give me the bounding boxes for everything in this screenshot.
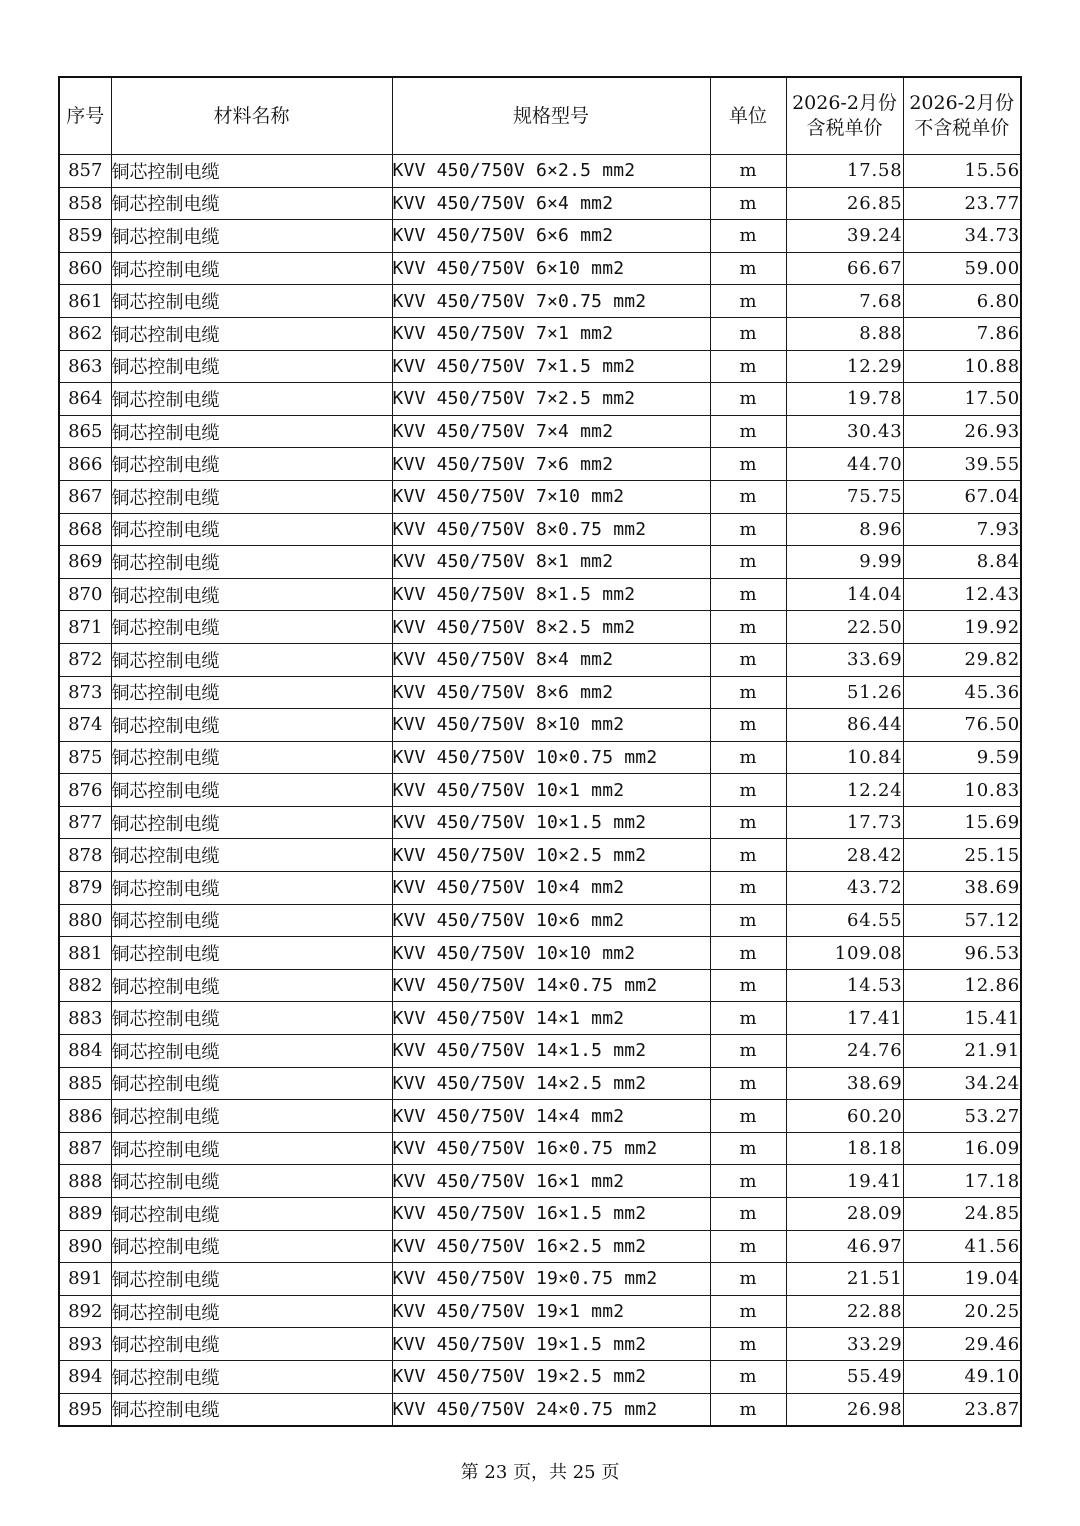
cell-price-without-tax: 20.25 <box>903 1295 1021 1328</box>
cell-price-without-tax: 23.77 <box>903 187 1021 220</box>
cell-material-name: 铜芯控制电缆 <box>111 578 392 611</box>
cell-unit: m <box>710 969 786 1002</box>
header-unit: 单位 <box>710 77 786 155</box>
cell-material-name: 铜芯控制电缆 <box>111 480 392 513</box>
table-row <box>59 741 1021 774</box>
cell-unit: m <box>710 937 786 970</box>
cell-spec: KVV 450/750V 6×6 mm2 <box>392 220 710 253</box>
table-row <box>59 676 1021 709</box>
cell-unit: m <box>710 1165 786 1198</box>
cell-price-with-tax: 26.98 <box>786 1393 903 1426</box>
cell-spec: KVV 450/750V 8×6 mm2 <box>392 676 710 709</box>
table-row <box>59 1165 1021 1198</box>
cell-spec: KVV 450/750V 10×6 mm2 <box>392 904 710 937</box>
cell-price-with-tax: 10.84 <box>786 741 903 774</box>
cell-spec: KVV 450/750V 19×1.5 mm2 <box>392 1328 710 1361</box>
cell-spec: KVV 450/750V 7×1 mm2 <box>392 317 710 350</box>
cell-no: 883 <box>59 1002 111 1035</box>
cell-price-with-tax: 12.29 <box>786 350 903 383</box>
cell-no: 857 <box>59 155 111 188</box>
cell-price-with-tax: 21.51 <box>786 1263 903 1296</box>
cell-no: 890 <box>59 1230 111 1263</box>
cell-material-name: 铜芯控制电缆 <box>111 839 392 872</box>
cell-price-with-tax: 39.24 <box>786 220 903 253</box>
table-row <box>59 1393 1021 1426</box>
cell-price-with-tax: 86.44 <box>786 709 903 742</box>
cell-unit: m <box>710 643 786 676</box>
cell-price-with-tax: 51.26 <box>786 676 903 709</box>
header-price-notax-line1: 2026-2月份 <box>909 92 1015 114</box>
cell-no: 863 <box>59 350 111 383</box>
cell-unit: m <box>710 1263 786 1296</box>
cell-material-name: 铜芯控制电缆 <box>111 1165 392 1198</box>
cell-price-without-tax: 10.83 <box>903 774 1021 807</box>
cell-price-without-tax: 45.36 <box>903 676 1021 709</box>
cell-material-name: 铜芯控制电缆 <box>111 1328 392 1361</box>
cell-price-with-tax: 22.50 <box>786 611 903 644</box>
cell-price-without-tax: 21.91 <box>903 1035 1021 1068</box>
table-row <box>59 872 1021 905</box>
cell-unit: m <box>710 741 786 774</box>
cell-price-without-tax: 39.55 <box>903 448 1021 481</box>
cell-price-without-tax: 15.69 <box>903 806 1021 839</box>
table-row <box>59 1263 1021 1296</box>
cell-unit: m <box>710 1035 786 1068</box>
cell-price-with-tax: 66.67 <box>786 252 903 285</box>
cell-unit: m <box>710 480 786 513</box>
cell-price-without-tax: 57.12 <box>903 904 1021 937</box>
cell-material-name: 铜芯控制电缆 <box>111 904 392 937</box>
cell-material-name: 铜芯控制电缆 <box>111 1230 392 1263</box>
cell-price-without-tax: 26.93 <box>903 415 1021 448</box>
cell-price-without-tax: 34.24 <box>903 1067 1021 1100</box>
cell-price-with-tax: 33.29 <box>786 1328 903 1361</box>
cell-unit: m <box>710 1230 786 1263</box>
cell-price-with-tax: 8.88 <box>786 317 903 350</box>
cell-no: 859 <box>59 220 111 253</box>
cell-spec: KVV 450/750V 16×1.5 mm2 <box>392 1198 710 1231</box>
cell-spec: KVV 450/750V 7×0.75 mm2 <box>392 285 710 318</box>
cell-no: 858 <box>59 187 111 220</box>
cell-spec: KVV 450/750V 6×10 mm2 <box>392 252 710 285</box>
cell-unit: m <box>710 806 786 839</box>
table-row <box>59 643 1021 676</box>
cell-price-with-tax: 18.18 <box>786 1132 903 1165</box>
table-row <box>59 1100 1021 1133</box>
cell-material-name: 铜芯控制电缆 <box>111 415 392 448</box>
price-table <box>58 76 1022 1427</box>
cell-material-name: 铜芯控制电缆 <box>111 383 392 416</box>
cell-unit: m <box>710 1393 786 1426</box>
cell-spec: KVV 450/750V 14×1 mm2 <box>392 1002 710 1035</box>
cell-unit: m <box>710 676 786 709</box>
cell-unit: m <box>710 904 786 937</box>
cell-price-without-tax: 15.56 <box>903 155 1021 188</box>
cell-material-name: 铜芯控制电缆 <box>111 1132 392 1165</box>
table-row <box>59 252 1021 285</box>
cell-unit: m <box>710 252 786 285</box>
cell-price-with-tax: 24.76 <box>786 1035 903 1068</box>
cell-spec: KVV 450/750V 10×1.5 mm2 <box>392 806 710 839</box>
cell-price-with-tax: 14.04 <box>786 578 903 611</box>
cell-price-without-tax: 19.04 <box>903 1263 1021 1296</box>
cell-no: 876 <box>59 774 111 807</box>
cell-unit: m <box>710 513 786 546</box>
table-row <box>59 1198 1021 1231</box>
table-header-row <box>59 77 1021 155</box>
cell-no: 874 <box>59 709 111 742</box>
cell-unit: m <box>710 383 786 416</box>
cell-unit: m <box>710 220 786 253</box>
cell-price-without-tax: 23.87 <box>903 1393 1021 1426</box>
header-price-tax-line2: 含税单价 <box>806 117 883 139</box>
cell-price-without-tax: 53.27 <box>903 1100 1021 1133</box>
cell-material-name: 铜芯控制电缆 <box>111 513 392 546</box>
header-price-tax-line1: 2026-2月份 <box>792 92 897 114</box>
cell-spec: KVV 450/750V 14×1.5 mm2 <box>392 1035 710 1068</box>
cell-no: 873 <box>59 676 111 709</box>
table-row <box>59 1132 1021 1165</box>
cell-spec: KVV 450/750V 19×1 mm2 <box>392 1295 710 1328</box>
table-row <box>59 383 1021 416</box>
table-row <box>59 578 1021 611</box>
cell-price-with-tax: 30.43 <box>786 415 903 448</box>
cell-price-without-tax: 8.84 <box>903 546 1021 579</box>
cell-spec: KVV 450/750V 14×4 mm2 <box>392 1100 710 1133</box>
cell-price-without-tax: 25.15 <box>903 839 1021 872</box>
table-row <box>59 546 1021 579</box>
cell-spec: KVV 450/750V 6×4 mm2 <box>392 187 710 220</box>
cell-no: 862 <box>59 317 111 350</box>
cell-no: 893 <box>59 1328 111 1361</box>
table-row <box>59 937 1021 970</box>
cell-spec: KVV 450/750V 8×1.5 mm2 <box>392 578 710 611</box>
cell-spec: KVV 450/750V 8×4 mm2 <box>392 643 710 676</box>
table-row <box>59 1035 1021 1068</box>
cell-no: 887 <box>59 1132 111 1165</box>
cell-unit: m <box>710 155 786 188</box>
cell-spec: KVV 450/750V 8×10 mm2 <box>392 709 710 742</box>
cell-material-name: 铜芯控制电缆 <box>111 1067 392 1100</box>
table-body <box>59 155 1021 1427</box>
table-row <box>59 1002 1021 1035</box>
cell-unit: m <box>710 578 786 611</box>
cell-material-name: 铜芯控制电缆 <box>111 317 392 350</box>
cell-unit: m <box>710 839 786 872</box>
cell-price-with-tax: 60.20 <box>786 1100 903 1133</box>
cell-price-with-tax: 75.75 <box>786 480 903 513</box>
table-row <box>59 350 1021 383</box>
cell-material-name: 铜芯控制电缆 <box>111 872 392 905</box>
cell-no: 882 <box>59 969 111 1002</box>
cell-no: 871 <box>59 611 111 644</box>
cell-spec: KVV 450/750V 10×0.75 mm2 <box>392 741 710 774</box>
table-row <box>59 774 1021 807</box>
table-row <box>59 480 1021 513</box>
cell-material-name: 铜芯控制电缆 <box>111 643 392 676</box>
cell-price-with-tax: 26.85 <box>786 187 903 220</box>
cell-no: 860 <box>59 252 111 285</box>
cell-spec: KVV 450/750V 8×0.75 mm2 <box>392 513 710 546</box>
cell-no: 864 <box>59 383 111 416</box>
header-price-notax-line2: 不含税单价 <box>914 117 1010 139</box>
header-price-tax <box>786 77 903 155</box>
cell-material-name: 铜芯控制电缆 <box>111 1263 392 1296</box>
cell-price-with-tax: 17.58 <box>786 155 903 188</box>
cell-material-name: 铜芯控制电缆 <box>111 1360 392 1393</box>
cell-price-without-tax: 24.85 <box>903 1198 1021 1231</box>
cell-price-with-tax: 19.78 <box>786 383 903 416</box>
cell-material-name: 铜芯控制电缆 <box>111 1035 392 1068</box>
cell-spec: KVV 450/750V 10×1 mm2 <box>392 774 710 807</box>
cell-no: 865 <box>59 415 111 448</box>
table-row <box>59 904 1021 937</box>
cell-unit: m <box>710 1360 786 1393</box>
cell-spec: KVV 450/750V 19×0.75 mm2 <box>392 1263 710 1296</box>
cell-unit: m <box>710 1295 786 1328</box>
cell-price-without-tax: 34.73 <box>903 220 1021 253</box>
cell-price-with-tax: 109.08 <box>786 937 903 970</box>
table-row <box>59 1067 1021 1100</box>
cell-price-without-tax: 16.09 <box>903 1132 1021 1165</box>
cell-no: 894 <box>59 1360 111 1393</box>
cell-unit: m <box>710 774 786 807</box>
cell-price-with-tax: 22.88 <box>786 1295 903 1328</box>
cell-price-without-tax: 49.10 <box>903 1360 1021 1393</box>
table-row <box>59 1360 1021 1393</box>
table-row <box>59 806 1021 839</box>
cell-price-without-tax: 7.86 <box>903 317 1021 350</box>
cell-material-name: 铜芯控制电缆 <box>111 1198 392 1231</box>
cell-price-without-tax: 12.86 <box>903 969 1021 1002</box>
cell-price-with-tax: 43.72 <box>786 872 903 905</box>
table-row <box>59 709 1021 742</box>
cell-material-name: 铜芯控制电缆 <box>111 350 392 383</box>
cell-no: 880 <box>59 904 111 937</box>
page-number-text: 第 23 页，共 25 页 <box>460 1462 620 1483</box>
cell-unit: m <box>710 1328 786 1361</box>
cell-spec: KVV 450/750V 10×2.5 mm2 <box>392 839 710 872</box>
cell-spec: KVV 450/750V 19×2.5 mm2 <box>392 1360 710 1393</box>
cell-unit: m <box>710 1100 786 1133</box>
cell-spec: KVV 450/750V 14×0.75 mm2 <box>392 969 710 1002</box>
cell-material-name: 铜芯控制电缆 <box>111 285 392 318</box>
cell-material-name: 铜芯控制电缆 <box>111 1295 392 1328</box>
cell-price-with-tax: 46.97 <box>786 1230 903 1263</box>
cell-material-name: 铜芯控制电缆 <box>111 1002 392 1035</box>
table-row <box>59 611 1021 644</box>
cell-material-name: 铜芯控制电缆 <box>111 448 392 481</box>
cell-spec: KVV 450/750V 24×0.75 mm2 <box>392 1393 710 1426</box>
cell-price-with-tax: 44.70 <box>786 448 903 481</box>
cell-unit: m <box>710 415 786 448</box>
table-row <box>59 220 1021 253</box>
cell-price-without-tax: 19.92 <box>903 611 1021 644</box>
cell-price-without-tax: 12.43 <box>903 578 1021 611</box>
cell-price-without-tax: 38.69 <box>903 872 1021 905</box>
page-footer <box>0 1458 1080 1484</box>
cell-price-with-tax: 14.53 <box>786 969 903 1002</box>
cell-no: 878 <box>59 839 111 872</box>
cell-price-without-tax: 15.41 <box>903 1002 1021 1035</box>
cell-material-name: 铜芯控制电缆 <box>111 806 392 839</box>
cell-spec: KVV 450/750V 7×10 mm2 <box>392 480 710 513</box>
cell-material-name: 铜芯控制电缆 <box>111 709 392 742</box>
cell-unit: m <box>710 285 786 318</box>
cell-spec: KVV 450/750V 10×10 mm2 <box>392 937 710 970</box>
cell-no: 885 <box>59 1067 111 1100</box>
cell-price-with-tax: 7.68 <box>786 285 903 318</box>
cell-price-without-tax: 17.50 <box>903 383 1021 416</box>
cell-material-name: 铜芯控制电缆 <box>111 676 392 709</box>
header-name: 材料名称 <box>111 77 392 155</box>
cell-unit: m <box>710 1067 786 1100</box>
cell-no: 872 <box>59 643 111 676</box>
cell-material-name: 铜芯控制电缆 <box>111 1393 392 1426</box>
cell-no: 888 <box>59 1165 111 1198</box>
cell-no: 866 <box>59 448 111 481</box>
cell-spec: KVV 450/750V 7×1.5 mm2 <box>392 350 710 383</box>
cell-price-with-tax: 28.42 <box>786 839 903 872</box>
table-row <box>59 155 1021 188</box>
cell-price-without-tax: 59.00 <box>903 252 1021 285</box>
cell-price-with-tax: 12.24 <box>786 774 903 807</box>
cell-material-name: 铜芯控制电缆 <box>111 220 392 253</box>
cell-material-name: 铜芯控制电缆 <box>111 252 392 285</box>
cell-no: 869 <box>59 546 111 579</box>
cell-unit: m <box>710 709 786 742</box>
cell-no: 891 <box>59 1263 111 1296</box>
cell-spec: KVV 450/750V 14×2.5 mm2 <box>392 1067 710 1100</box>
cell-unit: m <box>710 317 786 350</box>
cell-price-with-tax: 17.41 <box>786 1002 903 1035</box>
table-row <box>59 839 1021 872</box>
cell-no: 875 <box>59 741 111 774</box>
cell-material-name: 铜芯控制电缆 <box>111 741 392 774</box>
cell-material-name: 铜芯控制电缆 <box>111 969 392 1002</box>
table-row <box>59 969 1021 1002</box>
header-price-notax <box>903 77 1021 155</box>
cell-price-without-tax: 7.93 <box>903 513 1021 546</box>
cell-material-name: 铜芯控制电缆 <box>111 1100 392 1133</box>
cell-price-with-tax: 8.96 <box>786 513 903 546</box>
cell-price-without-tax: 6.80 <box>903 285 1021 318</box>
cell-price-without-tax: 67.04 <box>903 480 1021 513</box>
table-row <box>59 187 1021 220</box>
cell-no: 868 <box>59 513 111 546</box>
cell-no: 895 <box>59 1393 111 1426</box>
cell-no: 889 <box>59 1198 111 1231</box>
cell-price-with-tax: 55.49 <box>786 1360 903 1393</box>
cell-price-with-tax: 64.55 <box>786 904 903 937</box>
cell-price-without-tax: 29.82 <box>903 643 1021 676</box>
cell-spec: KVV 450/750V 8×2.5 mm2 <box>392 611 710 644</box>
cell-no: 867 <box>59 480 111 513</box>
cell-no: 886 <box>59 1100 111 1133</box>
cell-price-with-tax: 33.69 <box>786 643 903 676</box>
cell-no: 881 <box>59 937 111 970</box>
header-spec: 规格型号 <box>392 77 710 155</box>
cell-price-without-tax: 9.59 <box>903 741 1021 774</box>
table-row <box>59 1328 1021 1361</box>
table-row <box>59 448 1021 481</box>
cell-material-name: 铜芯控制电缆 <box>111 155 392 188</box>
cell-price-with-tax: 9.99 <box>786 546 903 579</box>
cell-unit: m <box>710 546 786 579</box>
cell-price-without-tax: 76.50 <box>903 709 1021 742</box>
cell-price-with-tax: 28.09 <box>786 1198 903 1231</box>
cell-price-with-tax: 38.69 <box>786 1067 903 1100</box>
cell-spec: KVV 450/750V 8×1 mm2 <box>392 546 710 579</box>
table-row <box>59 1295 1021 1328</box>
cell-unit: m <box>710 611 786 644</box>
header-no: 序号 <box>59 77 111 155</box>
cell-spec: KVV 450/750V 16×2.5 mm2 <box>392 1230 710 1263</box>
cell-unit: m <box>710 1132 786 1165</box>
cell-price-without-tax: 10.88 <box>903 350 1021 383</box>
cell-no: 884 <box>59 1035 111 1068</box>
cell-unit: m <box>710 1198 786 1231</box>
cell-price-with-tax: 17.73 <box>786 806 903 839</box>
cell-spec: KVV 450/750V 7×2.5 mm2 <box>392 383 710 416</box>
cell-no: 892 <box>59 1295 111 1328</box>
table-row <box>59 415 1021 448</box>
cell-no: 861 <box>59 285 111 318</box>
cell-price-with-tax: 19.41 <box>786 1165 903 1198</box>
cell-spec: KVV 450/750V 16×1 mm2 <box>392 1165 710 1198</box>
cell-unit: m <box>710 187 786 220</box>
cell-no: 877 <box>59 806 111 839</box>
cell-material-name: 铜芯控制电缆 <box>111 187 392 220</box>
cell-unit: m <box>710 1002 786 1035</box>
table-row <box>59 285 1021 318</box>
cell-spec: KVV 450/750V 7×6 mm2 <box>392 448 710 481</box>
cell-no: 870 <box>59 578 111 611</box>
table-row <box>59 513 1021 546</box>
cell-price-without-tax: 41.56 <box>903 1230 1021 1263</box>
cell-no: 879 <box>59 872 111 905</box>
table-row <box>59 1230 1021 1263</box>
cell-price-without-tax: 29.46 <box>903 1328 1021 1361</box>
cell-spec: KVV 450/750V 6×2.5 mm2 <box>392 155 710 188</box>
cell-price-without-tax: 96.53 <box>903 937 1021 970</box>
cell-spec: KVV 450/750V 10×4 mm2 <box>392 872 710 905</box>
cell-material-name: 铜芯控制电缆 <box>111 611 392 644</box>
cell-spec: KVV 450/750V 16×0.75 mm2 <box>392 1132 710 1165</box>
table-row <box>59 317 1021 350</box>
cell-material-name: 铜芯控制电缆 <box>111 774 392 807</box>
cell-material-name: 铜芯控制电缆 <box>111 546 392 579</box>
cell-material-name: 铜芯控制电缆 <box>111 937 392 970</box>
cell-unit: m <box>710 350 786 383</box>
cell-unit: m <box>710 448 786 481</box>
cell-unit: m <box>710 872 786 905</box>
cell-spec: KVV 450/750V 7×4 mm2 <box>392 415 710 448</box>
cell-price-without-tax: 17.18 <box>903 1165 1021 1198</box>
